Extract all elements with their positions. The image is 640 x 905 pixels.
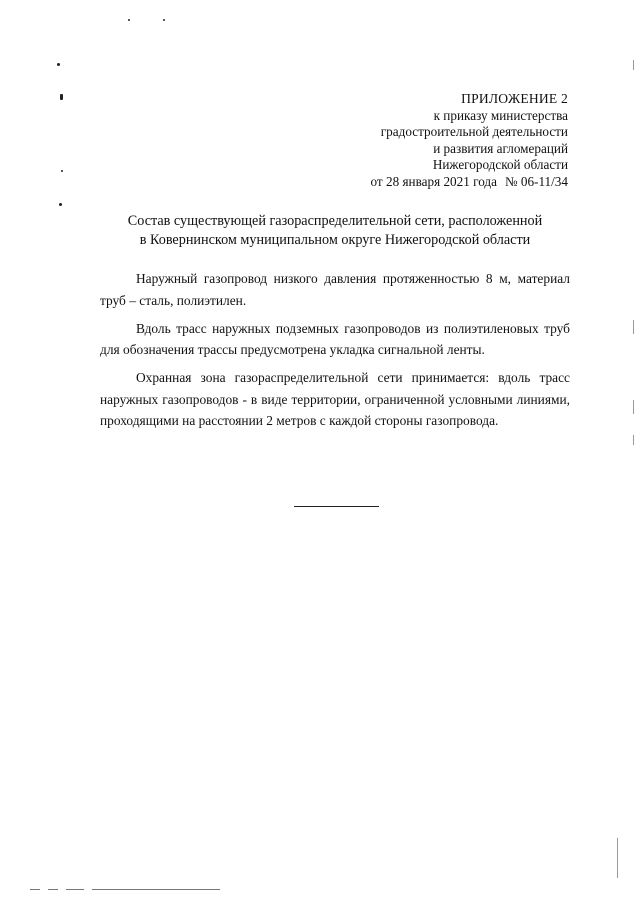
scan-edge-line [633, 60, 634, 70]
scan-speck [128, 19, 130, 21]
scan-edge-line [633, 435, 634, 445]
body-paragraph: Наружный газопровод низкого давления протяженностью 8 м, материал труб – сталь, полиэтилен. [100, 271, 570, 308]
document-title-line: в Ковернинском муниципальном округе Нижегородской области [139, 232, 531, 248]
scan-speck [60, 94, 63, 100]
appendix-line: к приказу министерства [433, 107, 568, 123]
scan-bottom-line [48, 889, 58, 890]
appendix-header [371, 91, 569, 191]
appendix-line: Нижегородской области [432, 157, 568, 173]
order-date: от 28 января 2021 года [370, 173, 497, 189]
document-title-line: Состав существующей газораспределительной сети, расположенной [127, 213, 543, 229]
order-date-line [371, 174, 569, 191]
scan-bottom-line [92, 889, 220, 890]
document-body [100, 268, 570, 438]
closing-rule [294, 506, 379, 507]
scan-edge-line [633, 320, 634, 334]
appendix-title: ПРИЛОЖЕНИЕ 2 [461, 91, 568, 106]
scan-speck [163, 19, 165, 21]
scan-speck [59, 203, 62, 206]
document-title [95, 212, 575, 250]
appendix-line: градостроительной деятельности [380, 124, 568, 140]
scan-edge-line [617, 838, 618, 878]
scan-bottom-line [66, 889, 84, 890]
order-number: № 06-11/34 [504, 173, 568, 189]
scan-speck [57, 63, 60, 66]
body-paragraph: Вдоль трасс наружных подземных газопроводов из полиэтиленовых труб для обозначения трассы предусмотрена укладка сигнальной ленты. [100, 320, 570, 357]
scan-bottom-line [30, 889, 40, 890]
body-paragraph: Охранная зона газораспределительной сети принимается: вдоль трасс наружных газопроводов - в виде территории, ограниченной условными линиями, проходящими на расстоянии 2 метров с каждой стороны газопровода. [100, 370, 570, 428]
scan-speck [61, 170, 63, 172]
appendix-line: и развития агломераций [433, 140, 568, 156]
scan-edge-line [633, 400, 634, 414]
